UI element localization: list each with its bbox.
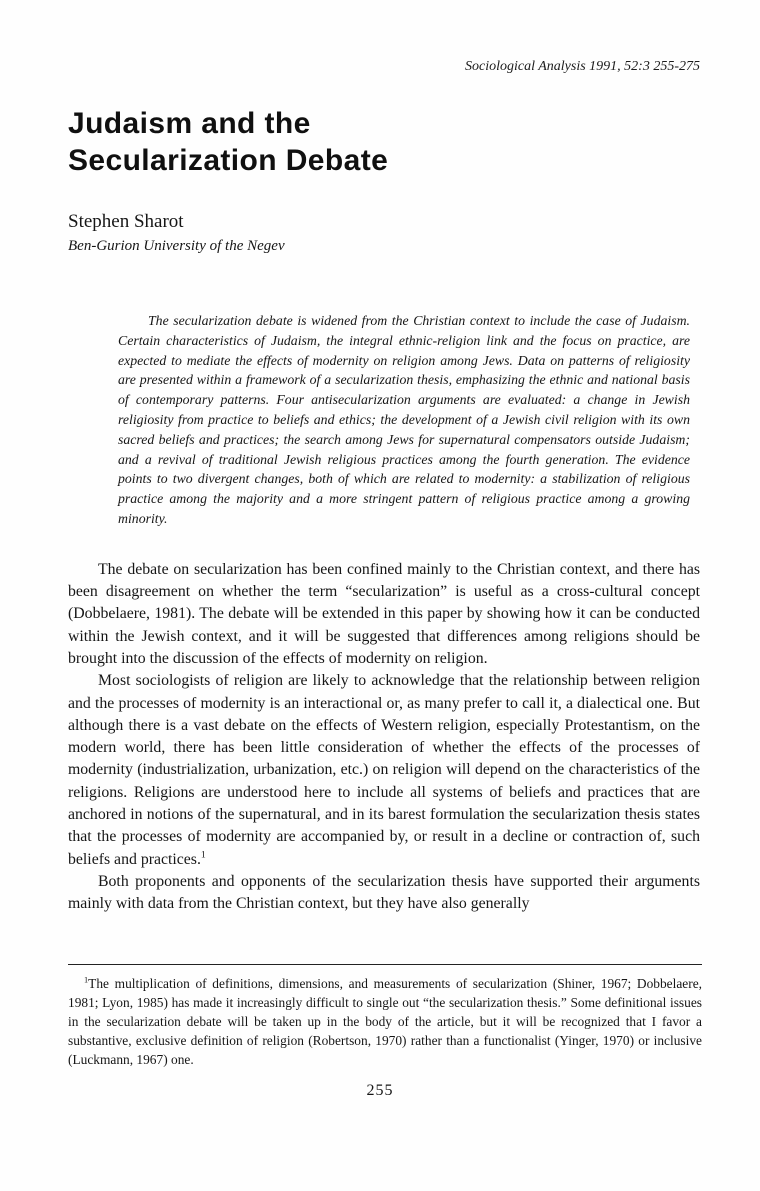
body-paragraph-2-text: Most sociologists of religion are likely to acknowledge that the relationship between religion and the processes of modernity is an interactional or, as many prefer to call it, a dialectical one. But although there is a vast debate on the effects of Western religion, especially Protestantism, on the modern world, there has been little consideration of whether the effects of the processes of modernity (industrialization, urbanization, etc.) on religion will depend on the characteristics of the religions. Religions are understood here to include all systems of beliefs and practices that are anchored in notions of the supernatural, and in its barest formulation the secularization thesis states that the processes of modernity are accompanied by, or result in a decline or contraction of, such beliefs and practices.: [68, 672, 700, 868]
footnote-reference-1: 1: [200, 849, 206, 861]
footnote-1: [68, 974, 702, 1069]
body-paragraph-3: Both proponents and opponents of the secularization thesis have supported their arguments mainly with data from the Christian context, but they have also generally: [68, 872, 700, 913]
footnote-1-text: The multiplication of definitions, dimensions, and measurements of secularization (Shiner, 1967; Dobbelaere, 1981; Lyon, 1985) has made it increasingly difficult to single out “the secularization thesis.” Some definitional issues in the secularization debate will be taken up in the body of the article, but it will be recognized that I favor a substantive, exclusive definition of religion (Robertson, 1970) rather than a functionalist (Yinger, 1970) or inclusive (Luckmann, 1967) one.: [68, 976, 702, 1067]
body-paragraph-1: The debate on secularization has been confined mainly to the Christian context, and there has been disagreement on whether the term “secularization” is useful as a cross-cultural concept (Dobbelaere, 1981). The debate will be extended in this paper by showing how it can be conducted within the Jewish context, and it will be suggested that differences among religions should be brought into the discussion of the effects of modernity on religion.: [68, 560, 700, 667]
author-name: Stephen Sharot: [68, 211, 184, 232]
article-title-line-2: Secularization Debate: [68, 144, 389, 177]
journal-header: Sociological Analysis 1991, 52:3 255-275: [465, 59, 700, 74]
abstract: The secularization debate is widened from the Christian context to include the case of Judaism. Certain characteristics of Judaism, the integral ethnic-religion link and the focus on practice, are expected to mediate the effects of modernity on religion among Jews. Data on patterns of religiosity are presented within a framework of a secularization thesis, emphasizing the ethnic and national basis of contemporary patterns. Four antisecularization arguments are evaluated: a change in Jewish religiosity from practice to beliefs and ethics; the development of a Jewish civil religion with its own sacred beliefs and practices; the search among Jews for supernatural compensators outside Judaism; and a revival of traditional Jewish religious practices among the fourth generation. The evidence points to two divergent changes, both of which are related to modernity: a stabilization of religious practice among the majority and a more stringent pattern of religious practice among a growing minority.: [118, 313, 690, 526]
article-body: [68, 559, 700, 916]
footnote-separator-rule: [68, 964, 702, 965]
author-affiliation: Ben-Gurion University of the Negev: [68, 238, 285, 254]
footnote-section: [68, 964, 702, 1069]
page-number: 255: [366, 1082, 394, 1099]
body-paragraph-2: [68, 670, 700, 871]
article-title: [68, 105, 700, 179]
article-title-line-1: Judaism and the: [68, 107, 311, 140]
footnote-1-marker: 1: [84, 975, 89, 985]
